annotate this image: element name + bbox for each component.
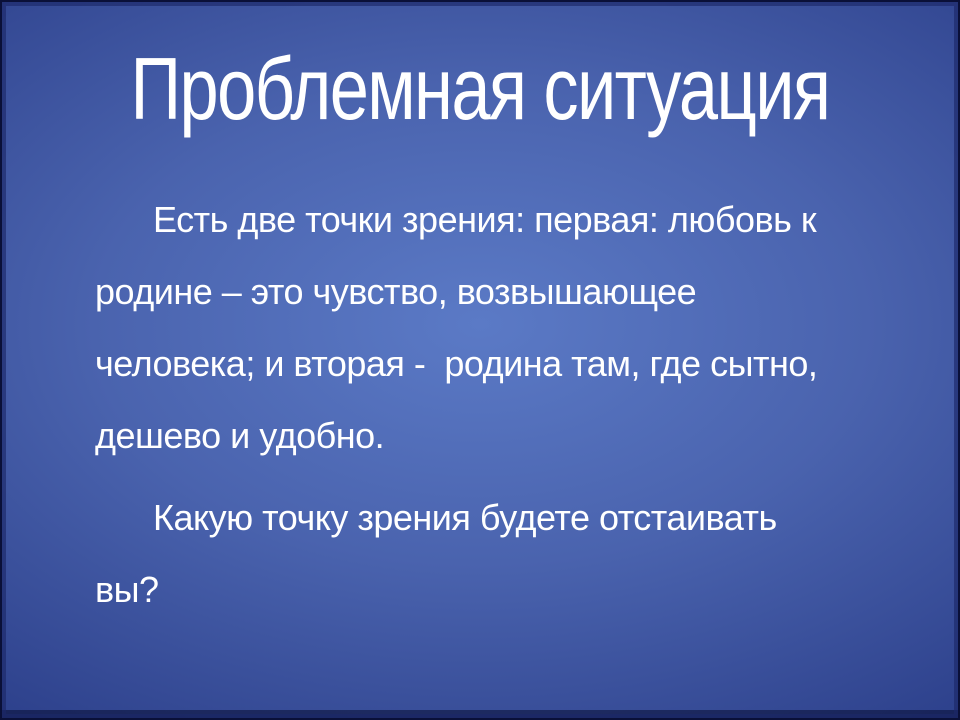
body-line: Есть две точки зрения: первая: любовь к (153, 199, 817, 240)
body-line: человека; и вторая - родина там, где сытно, (95, 343, 818, 384)
body-line: Какую точку зрения будете отстаивать (153, 497, 777, 538)
paragraph-question (95, 482, 910, 626)
body-line: дешево и удобно. (95, 415, 385, 456)
paragraph-problem-statement (95, 184, 910, 472)
body-line: вы? (95, 569, 159, 610)
slide-body (95, 184, 910, 626)
body-line: родине – это чувство, возвышающее (95, 271, 697, 312)
slide-title: Проблемная ситуация (130, 39, 830, 138)
